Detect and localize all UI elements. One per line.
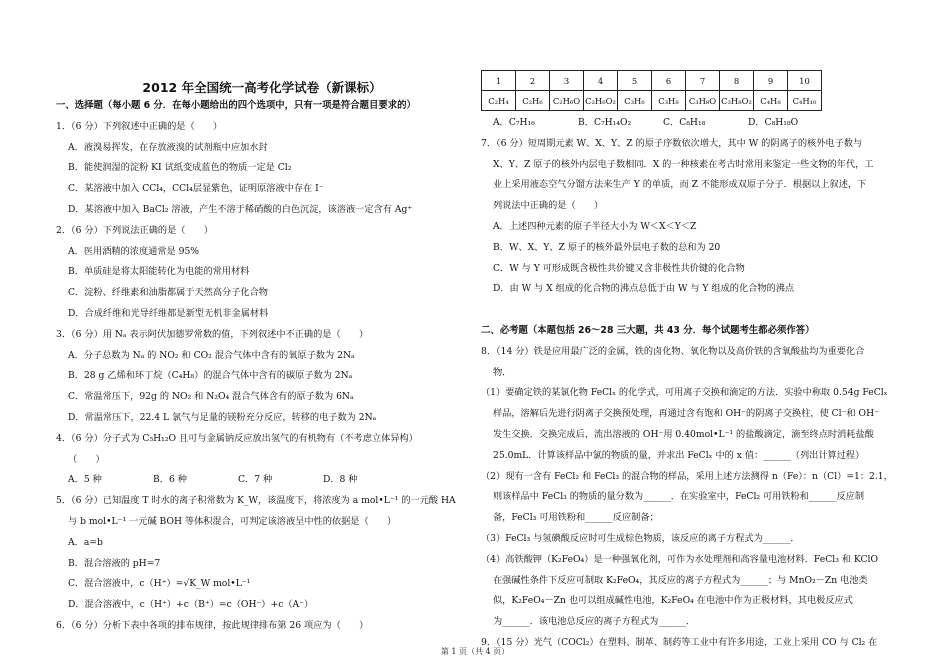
table-cell: C₃H₈O₂ <box>720 91 754 111</box>
text-line: B．能使润湿的淀粉 KI 试纸变成蓝色的物质一定是 Cl₂ <box>68 162 292 174</box>
question-line: 4．（6 分）分子式为 C₅H₁₂O 且可与金属钠反应放出氢气的有机物有（不考虑立体异构） <box>56 432 418 444</box>
text-line: A．医用酒精的浓度通常是 95% <box>68 245 200 257</box>
section-heading: 一、选择题（每小题 6 分．在每小题给出的四个选项中，只有一项是符合题目要求的） <box>56 100 416 111</box>
table-cell: C₃H₈O <box>686 91 720 111</box>
table-cell: 3 <box>550 71 584 91</box>
table-header-row <box>482 71 822 91</box>
table-formula-row <box>482 91 822 111</box>
option-item: D．C₈H₁₈O <box>748 117 799 128</box>
table-cell: C₂H₆ <box>516 91 550 111</box>
option-row <box>481 113 901 134</box>
text-line: 在强碱性条件下反应可制取 K₂FeO₄，其反应的离子方程式为______；与 MnO₂－Zn 电池类 <box>493 574 868 586</box>
table-cell: 8 <box>720 71 754 91</box>
text-line: B．单质硅是将太阳能转化为电能的常用材料 <box>68 266 250 278</box>
option-item: C．7 种 <box>238 474 273 486</box>
text-line: C．常温常压下，92g 的 NO₂ 和 N₂O₄ 混合气体含有的原子数为 6Nₐ <box>68 391 354 403</box>
text-line: 为______．该电池总反应的离子方程式为______． <box>493 616 696 628</box>
text-line: C．混合溶液中，c（H⁺）=√K_W mol•L⁻¹ <box>68 578 251 590</box>
text-line: 与 b mol•L⁻¹ 一元碱 BOH 等体积混合，可判定该溶液呈中性的依据是（ ） <box>68 515 397 527</box>
text-line: A．a=b <box>68 536 103 548</box>
table-cell: C₂H₄ <box>482 91 516 111</box>
text-line: 物． <box>493 366 512 378</box>
text-line: （ ） <box>68 453 105 465</box>
right-column-text <box>481 111 901 654</box>
table-cell: 6 <box>652 71 686 91</box>
text-line: C．淀粉、纤维素和油脂都属于天然高分子化合物 <box>68 287 268 299</box>
table-cell: 10 <box>788 71 822 91</box>
sequence-table <box>481 70 822 111</box>
table-cell: 1 <box>482 71 516 91</box>
question-line: （4）高铁酸钾（K₂FeO₄）是一种强氧化剂，可作为水处理剂和高容量电池材料．FeCl₃ 和 KClO <box>481 553 879 565</box>
table-cell: C₄H₈ <box>754 91 788 111</box>
question-line: （3）FeCl₃ 与氢碘酸反应时可生成棕色物质，该反应的离子方程式为______． <box>481 532 800 544</box>
page-title: 2012 年全国统一高考化学试卷（新课标） <box>142 80 382 95</box>
question-line: 2．（6 分）下列说法正确的是（ ） <box>56 224 214 236</box>
table-cell: C₃H₈ <box>652 91 686 111</box>
text-line: D．混合溶液中，c（H⁺）+c（B⁺）=c（OH⁻）+c（A⁻） <box>68 599 314 611</box>
option-item: C．C₈H₁₈ <box>663 117 706 128</box>
table-cell: 4 <box>584 71 618 91</box>
table-cell: C₂H₆O <box>550 91 584 111</box>
text-line: D．由 W 与 X 组成的化合物的沸点总低于由 W 与 Y 组成的化合物的沸点 <box>493 283 795 295</box>
question-line: （1）要确定铁的某氯化物 FeClₓ 的化学式，可用离子交换和滴定的方法．实验中称取 0.54g FeClₓ <box>481 387 888 399</box>
option-item: B．6 种 <box>153 474 187 486</box>
spacer <box>481 300 901 321</box>
text-line: C．W 与 Y 可形成既含极性共价键又含非极性共价键的化合物 <box>493 262 745 274</box>
question-line: （2）现有一含有 FeCl₂ 和 FeCl₃ 的混合物的样品，采用上述方法测得 n（Fe）：n（Cl）=1：2.1， <box>481 470 893 482</box>
text-line: 业上采用液态空气分馏方法来生产 Y 的单质，而 Z 不能形成双原子分子．根据以上叙述，下 <box>493 179 867 191</box>
question-line: 9．（15 分）光气（COCl₂）在塑料、制革、制药等工业中有许多用途，工业上采用 CO 与 Cl₂ 在 <box>481 636 878 648</box>
table-cell: 5 <box>618 71 652 91</box>
text-line: 发生交换．交换完成后，流出溶液的 OH⁻用 0.40mol•L⁻¹ 的盐酸滴定，滴至终点时消耗盐酸 <box>493 428 874 440</box>
table-cell: 9 <box>754 71 788 91</box>
text-line: B．W、X、Y、Z 原子的核外最外层电子数的总和为 20 <box>493 241 721 253</box>
table-cell: 2 <box>516 71 550 91</box>
question-line: 8．（14 分）铁是应用最广泛的金属，铁的卤化物、氧化物以及高价铁的含氧酸盐均为重要化合 <box>481 345 865 357</box>
text-line: 则该样品中 FeCl₃ 的物质的量分数为______．在实验室中，FeCl₂ 可用铁粉和______反应制 <box>493 491 865 503</box>
page-footer: 第 1 页（共 4 页） <box>440 647 510 656</box>
text-line: 25.0mL．计算该样品中氯的物质的量，并求出 FeClₓ 中的 x 值：______（列出计算过程） <box>493 449 865 461</box>
question-line: 7．（6 分）短周期元素 W、X、Y、Z 的原子序数依次增大，其中 W 的阴离子的核外电子数与 <box>481 137 863 149</box>
table-cell: C₂H₆O₂ <box>584 91 618 111</box>
table-cell: 7 <box>686 71 720 91</box>
question-line: 6．（6 分）分析下表中各项的排布规律，按此规律排布第 26 项应为（ ） <box>56 619 369 631</box>
option-item: D．8 种 <box>323 474 358 486</box>
question-line: 1．（6 分）下列叙述中正确的是（ ） <box>56 120 223 132</box>
text-line: 备，FeCl₃ 可用铁粉和______反应制备； <box>493 512 659 524</box>
text-line: D．常温常压下，22.4 L 氯气与足量的镁粉充分反应，转移的电子数为 2Nₐ <box>68 411 377 423</box>
option-item: A．C₇H₁₆ <box>493 117 535 128</box>
table-cell: C₃H₆ <box>618 91 652 111</box>
text-line: A．分子总数为 Nₐ 的 NO₂ 和 CO₂ 混合气体中含有的氧原子数为 2Nₐ <box>68 349 355 361</box>
table-cell: C₄H₁₀ <box>788 91 822 111</box>
text-line: 似，K₂FeO₄－Zn 也可以组成碱性电池，K₂FeO₄ 在电池中作为正极材料，其电极反应式 <box>493 595 853 607</box>
text-line: D．合成纤维和光导纤维都是新型无机非金属材料 <box>68 307 269 319</box>
text-line: 列说法中正确的是（ ） <box>493 200 604 212</box>
option-item: A．5 种 <box>68 474 102 486</box>
question-line: 3．（6 分）用 Nₐ 表示阿伏加德罗常数的值，下列叙述中不正确的是（ ） <box>56 328 369 340</box>
text-line: C．某溶液中加入 CCl₄，CCl₄层显紫色，证明原溶液中存在 I⁻ <box>68 183 324 195</box>
text-line: 样品，溶解后先进行阴离子交换预处理，再通过含有饱和 OH⁻的阴离子交换柱，使 Cl⁻和 OH⁻ <box>493 408 879 420</box>
text-line: X、Y、Z 原子的核外内层电子数相同．X 的一种核素在考古时常用来鉴定一些文物的年代，工 <box>493 158 874 170</box>
text-line: B．28 g 乙烯和环丁烷（C₄H₈）的混合气体中含有的碳原子数为 2Nₐ <box>68 370 353 382</box>
text-line: A．上述四种元素的原子半径大小为 W＜X＜Y＜Z <box>493 220 697 232</box>
section-heading: 二、必考题（本题包括 26～28 三大题，共 43 分．每个试题考生都必须作答） <box>481 324 815 336</box>
text-line: B．混合溶液的 pH=7 <box>68 557 161 569</box>
option-item: B．C₇H₁₄O₂ <box>578 117 632 128</box>
text-line: D．某溶液中加入 BaCl₂ 溶液，产生不溶于稀硝酸的白色沉淀，该溶液一定含有 Ag⁺ <box>68 203 413 215</box>
question-line: 5．（6 分）已知温度 T 时水的离子积常数为 K_W，该温度下，将浓度为 a mol•L⁻¹ 的一元酸 HA <box>56 495 456 507</box>
option-row <box>56 470 468 491</box>
right-column <box>481 70 901 654</box>
left-column <box>56 66 468 637</box>
text-line: A．液溴易挥发，在存放液溴的试剂瓶中应加水封 <box>68 141 268 153</box>
